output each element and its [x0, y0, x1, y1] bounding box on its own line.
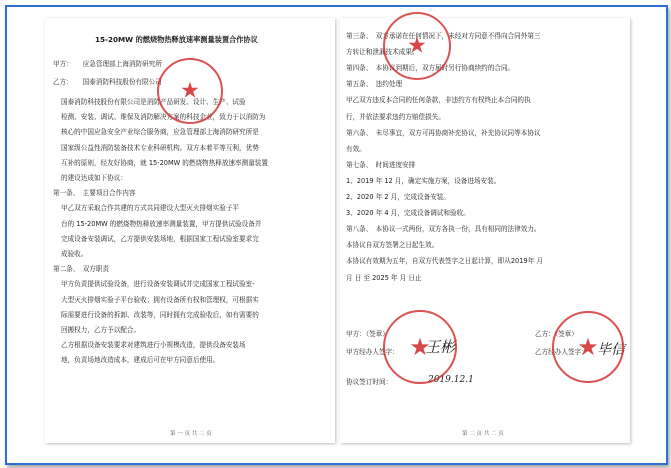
agent-b: 乙方经办人签字： [535, 348, 588, 356]
text-line: 回搬权力，乙方予以配合。 [61, 326, 141, 334]
text-line: 核心的中国应急安全产业综合服务商，应急管理部上海消防研究所是 [61, 128, 259, 137]
date-value: 2019.12.1 [428, 375, 474, 385]
text-line: 乙方根据设备安装要求对建筑进行小规模改造，提供设备安装场 [61, 341, 246, 350]
text-line: 1、2019 年 12 月，确定实施方案，设备进场安装。 [346, 176, 501, 185]
text-line: 甲乙双方违反本合同的任何条款，非违约方有权终止本合同的执 [346, 96, 531, 105]
text-line: 的建设达成如下协议： [61, 174, 127, 182]
party-b: 乙方： 国泰消防科技股份有限公司 [53, 78, 162, 86]
page-two [340, 18, 630, 443]
text-line: 2、2020 年 2 月，完成设备安装。 [346, 193, 450, 201]
text-line: 检测、安装、调试、维保及消防解决方案的科技企业，致力于以消防为 [61, 113, 266, 122]
page-number: 第 一 页 共 二 页 [170, 431, 212, 437]
text-line: 成验收。 [61, 250, 88, 258]
text-line: 际需要进行设备的拆卸、改装等，同时拥有完成验收后，如有需要的 [61, 310, 259, 319]
text-line: 行，并依法要求违约方赔偿损失。 [346, 112, 445, 121]
text-line: 第二条、 双方职责 [53, 265, 110, 274]
text-line: 甲乙双方采取合作共建的方式共同建设大型灭火排烟实验子平 [61, 204, 240, 213]
seal-star-icon: ★ [409, 333, 431, 361]
agent-a: 甲方经办人签字： [346, 348, 399, 356]
text-line: 本协议自双方签署之日起生效。 [346, 241, 439, 250]
sign-b: 乙方：（签章） [535, 330, 578, 338]
text-line: 国家级公益性消防装备技术专业科研机构。双方本着平等互利，优势 [61, 143, 259, 152]
document-title: 15-20MW 的燃烧物热释放速率测量装置合作协议 [95, 35, 258, 44]
text-line: 国泰消防科技股份有限公司是消防产品研发、设计、生产、试验 [61, 98, 246, 106]
text-line: 第四条、 本协议到期后，双方届时另行协商续约的合同。 [346, 64, 515, 73]
page-one [45, 18, 335, 443]
text-line: 方转让和泄漏技术成果。 [346, 48, 419, 57]
text-line: 大型灭火排烟实验子平台验收；拥有设备所有权和管理权，可根据实 [61, 295, 259, 304]
text-line: 本协议有效期为五年，自双方代表签字之日起计算，即从2019年 月 [346, 257, 543, 266]
seal-a-page2 [383, 310, 457, 384]
signature-a: 王彬 [425, 338, 456, 356]
text-line: 3、2020 年 4 月，完成设备调试和验收。 [346, 209, 470, 218]
seal-a [157, 58, 223, 124]
seal-b-page2 [552, 311, 624, 383]
text-line: 台的 15-20MW 的燃烧物热释放速率测量装置，甲方提供试验设备并 [61, 219, 262, 228]
party-a: 甲方： 应急管理部上海消防研究所 [53, 60, 162, 68]
text-line: 第一条、 主要项目合作内容 [53, 189, 136, 198]
signature-b: 毕信 [597, 342, 625, 358]
text-line: 互补的原则，经友好协商，就 15-20MW 的燃烧物热释放速率测量装置 [61, 158, 268, 167]
date-label: 协议签订时间： [346, 378, 393, 386]
text-line: 月 日 至 2025 年 月 日止 [346, 273, 422, 282]
text-line: 第六条、 未尽事宜，双方可再协商补充协议，补充协议同等本协议 [346, 128, 541, 137]
page-number: 第 二 页 共 二 页 [462, 431, 504, 437]
text-line: 第五条、 违约处理 [346, 80, 403, 89]
text-line: 地，负责场地改造成本，建成后可在甲方同意后使用。 [61, 356, 220, 365]
seal-star-icon: ★ [407, 33, 427, 59]
text-line: 有效。 [346, 144, 366, 153]
text-line: 完成设备安装调试，乙方提供安装场地，根据国家工程试验室要求完 [61, 234, 259, 243]
seal-top [383, 12, 451, 80]
seal-star-icon: ★ [577, 333, 599, 361]
text-line: 第七条、 时间进度安排 [346, 160, 416, 169]
text-line: 第三条、 双方承诺在任何情况下，未经对方同意不得向合同外第三 [346, 32, 541, 40]
seal-star-icon: ★ [180, 78, 200, 104]
text-line: 第八条、 本协议一式两份，双方各执一份，具有相同的法律效力。 [346, 225, 541, 234]
text-line: 甲方负责提供试验设备，进行设备安装调试并完成国家工程试验室- [61, 280, 255, 289]
sign-a: 甲方：（签章） [346, 330, 389, 338]
